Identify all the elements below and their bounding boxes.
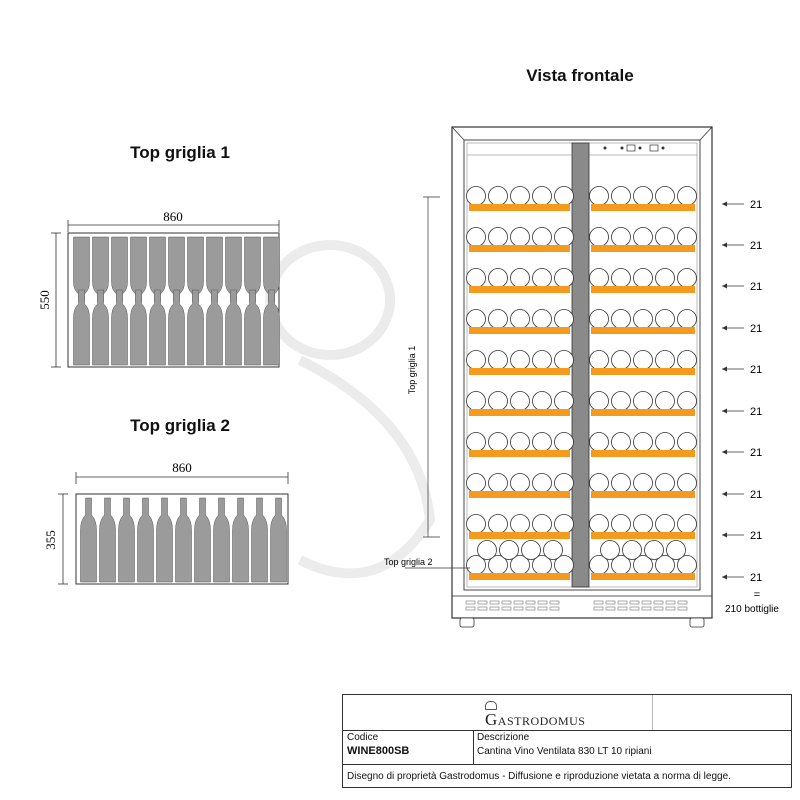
bottle-end [590, 392, 609, 411]
bottle-end [544, 541, 563, 560]
shelf-left [469, 368, 570, 375]
shelf-right [591, 286, 695, 293]
bottle-end [533, 433, 552, 452]
bottle-end [656, 351, 675, 370]
vent-slot [642, 601, 651, 604]
vent-slot [538, 607, 547, 610]
shelf-count-label: 21 [750, 572, 763, 584]
bottle-end [601, 541, 620, 560]
bottle-bottom-row [112, 290, 128, 365]
bottle-end [511, 228, 530, 247]
shelf-right [591, 491, 695, 498]
arrow-left-icon [722, 326, 727, 331]
griglia1-title: Top griglia 1 [130, 143, 230, 162]
bottle-end [533, 515, 552, 534]
bottle-end [467, 187, 486, 206]
bottle-end [612, 187, 631, 206]
bottle-bottom-row [131, 290, 147, 365]
vent-slot [502, 601, 511, 604]
bottle-end [555, 228, 574, 247]
bottle-end [612, 392, 631, 411]
vent-slot [550, 601, 559, 604]
codice-label: Codice [347, 732, 379, 743]
bottle-end [489, 474, 508, 493]
bottle-end [678, 351, 697, 370]
bottle-end [511, 515, 530, 534]
foot-right [690, 618, 704, 627]
bottle-end [590, 187, 609, 206]
bottle-end [645, 541, 664, 560]
bottle-bottom-row [150, 290, 166, 365]
bottle-end [656, 269, 675, 288]
bottle-end [467, 269, 486, 288]
bottle-bottom-row [93, 290, 109, 365]
bottle-end [555, 474, 574, 493]
bottle-end [511, 392, 530, 411]
bottle-end [522, 541, 541, 560]
g1-bottles [74, 237, 280, 365]
vent-slot [526, 607, 535, 610]
vent-slot [630, 601, 639, 604]
vent-slot [490, 601, 499, 604]
vent-slot [502, 607, 511, 610]
bottle-end [489, 351, 508, 370]
bottle [157, 498, 173, 582]
bottle-end [634, 474, 653, 493]
shelf-left [469, 204, 570, 211]
bottle-end [590, 474, 609, 493]
bottle-end [678, 515, 697, 534]
bottle-end [467, 228, 486, 247]
shelf-left [469, 491, 570, 498]
vent-slot [678, 601, 687, 604]
shelf-count-label: 21 [750, 199, 763, 211]
bottle-end [533, 187, 552, 206]
shelf-right [591, 327, 695, 334]
shelf-right [591, 532, 695, 539]
g1-depth-label: 550 [37, 290, 52, 310]
bottle-end [612, 351, 631, 370]
bottle-end [489, 433, 508, 452]
bottle-end [678, 392, 697, 411]
vent-slot [594, 601, 603, 604]
title-block [342, 694, 792, 788]
vent-slot [490, 607, 499, 610]
bottle-end [555, 433, 574, 452]
descrizione-label: Descrizione [477, 732, 530, 743]
bottle-end [489, 515, 508, 534]
bottle-bottom-row [245, 290, 261, 365]
bottle-end [678, 433, 697, 452]
bottle-end [678, 187, 697, 206]
vent-slot [630, 607, 639, 610]
shelf-left [469, 245, 570, 252]
arrow-left-icon [722, 367, 727, 372]
griglia1-height-label: Top griglia 1 [407, 345, 417, 395]
center-divider [572, 143, 589, 587]
bottle-end [467, 515, 486, 534]
bottle-end [612, 228, 631, 247]
control-panel [604, 145, 665, 151]
bottle-end [478, 541, 497, 560]
bottle-end [467, 433, 486, 452]
vent-slot [550, 607, 559, 610]
bottle-end [612, 310, 631, 329]
bottle-end [555, 351, 574, 370]
base-vents [466, 601, 687, 610]
vent-slot [526, 601, 535, 604]
bottle [100, 498, 116, 582]
shelf-counts [722, 199, 762, 584]
g1-width-label: 860 [163, 209, 183, 224]
vent-slot [466, 607, 475, 610]
bottle [195, 498, 211, 582]
griglia2-pointer-label: Top griglia 2 [384, 557, 433, 567]
shelf-count-label: 21 [750, 364, 763, 376]
vent-slot [606, 601, 615, 604]
bottle-end [667, 541, 686, 560]
arrow-left-icon [722, 533, 727, 538]
shelf-count-label: 21 [750, 489, 763, 501]
bottle-end [623, 541, 642, 560]
vent-slot [478, 607, 487, 610]
bottle-end [555, 515, 574, 534]
shelf-count-label: 21 [750, 323, 763, 335]
chef-hat-icon [485, 701, 497, 710]
shelf-left [469, 409, 570, 416]
bottle-end [634, 187, 653, 206]
shelf-right [591, 409, 695, 416]
bottle-end [634, 310, 653, 329]
footer-note: Disegno di proprietà Gastrodomus - Diffusione e riproduzione vietata a norma di legge. [347, 771, 731, 782]
shelf-count-label: 21 [750, 281, 763, 293]
g2-width-label: 860 [172, 460, 192, 475]
shelf-right [591, 245, 695, 252]
bottle-end [634, 228, 653, 247]
shelf-count-label: 21 [750, 530, 763, 542]
bottle-end [555, 269, 574, 288]
bottle-end [612, 433, 631, 452]
bottle [119, 498, 135, 582]
bottle-end [511, 310, 530, 329]
descrizione-value: Cantina Vino Ventilata 830 LT 10 ripiani [477, 746, 652, 757]
bottle-end [590, 228, 609, 247]
bottle-end [533, 228, 552, 247]
bottle-bottom-row [207, 290, 223, 365]
shelf-left [469, 532, 570, 539]
brand-logo [473, 695, 653, 731]
bottle-end [511, 433, 530, 452]
arrow-left-icon [722, 409, 727, 414]
arrow-left-icon [722, 492, 727, 497]
bottle-end [533, 351, 552, 370]
bottle-end [467, 392, 486, 411]
front-view-drawing [384, 127, 779, 627]
bottle-end [656, 187, 675, 206]
arrow-left-icon [722, 284, 727, 289]
vent-slot [678, 607, 687, 610]
bottle-end [656, 310, 675, 329]
bottle-end [489, 310, 508, 329]
bottle-end [634, 351, 653, 370]
bottle [138, 498, 154, 582]
bottle [176, 498, 192, 582]
vent-slot [606, 607, 615, 610]
shelf-right [591, 573, 695, 580]
bottle-end [500, 541, 519, 560]
bottle-end [612, 474, 631, 493]
front-view-title: Vista frontale [526, 66, 634, 85]
bottle-end [555, 310, 574, 329]
bottle-bottom-row [188, 290, 204, 365]
bottle-bottom-row [226, 290, 242, 365]
equals-sign: = [753, 589, 761, 601]
bottle-end [678, 228, 697, 247]
shelf-count-label: 21 [750, 406, 763, 418]
watermark-logo [270, 245, 430, 573]
bottle [233, 498, 249, 582]
vent-slot [618, 607, 627, 610]
bottle-end [555, 187, 574, 206]
brand-name: Gastrodomus [485, 710, 586, 729]
bottle-end [511, 269, 530, 288]
bottle-end [656, 392, 675, 411]
shelf-count-label: 21 [750, 447, 763, 459]
g2-depth-label: 355 [43, 530, 58, 550]
bottle-end [511, 474, 530, 493]
bottle-end [467, 351, 486, 370]
arrow-left-icon [722, 575, 727, 580]
bottle-end [489, 187, 508, 206]
bottle-end [678, 474, 697, 493]
bottle-end [634, 392, 653, 411]
vent-slot [642, 607, 651, 610]
bottle-end [590, 269, 609, 288]
bottle-end [489, 228, 508, 247]
bottle-end [656, 474, 675, 493]
bottle-end [590, 433, 609, 452]
vent-slot [514, 607, 523, 610]
bottle-end [634, 269, 653, 288]
bottle-end [656, 515, 675, 534]
bottle-end [511, 187, 530, 206]
shelf-right [591, 204, 695, 211]
bottle-bottom-row [74, 290, 90, 365]
bottle-end [489, 392, 508, 411]
vent-slot [618, 601, 627, 604]
bottle-end [678, 269, 697, 288]
arrow-left-icon [722, 202, 727, 207]
bottle-end [656, 228, 675, 247]
bottle-end [489, 269, 508, 288]
shelf-left [469, 286, 570, 293]
bottle-end [533, 310, 552, 329]
vent-slot [514, 601, 523, 604]
bottle-end [590, 515, 609, 534]
vent-slot [466, 601, 475, 604]
vent-slot [478, 601, 487, 604]
bottle-end [511, 351, 530, 370]
bottle-end [555, 392, 574, 411]
bottle-end [656, 433, 675, 452]
bottle [271, 498, 287, 582]
shelf-left [469, 450, 570, 457]
bottle-end [467, 310, 486, 329]
griglia2-drawing [43, 460, 288, 584]
vent-slot [666, 601, 675, 604]
arrow-left-icon [722, 450, 727, 455]
vent-slot [538, 601, 547, 604]
shelf-left [469, 573, 570, 580]
bottle-end [533, 392, 552, 411]
shelf-left [469, 327, 570, 334]
bottle-end [590, 351, 609, 370]
bottle [214, 498, 230, 582]
foot-left [460, 618, 474, 627]
bottle-end [612, 515, 631, 534]
codice-value: WINE800SB [347, 745, 410, 757]
griglia1-drawing [37, 209, 280, 367]
shelf-right [591, 368, 695, 375]
vent-slot [654, 607, 663, 610]
total-bottles: 210 bottiglie [725, 604, 779, 615]
bottle-end [634, 515, 653, 534]
bottle-end [678, 310, 697, 329]
bottle [252, 498, 268, 582]
shelf-count-label: 21 [750, 240, 763, 252]
bottle-end [533, 474, 552, 493]
shelf-right [591, 450, 695, 457]
g2-bottles [81, 498, 287, 582]
bottle-end [590, 310, 609, 329]
bottle-end [612, 269, 631, 288]
bottle [81, 498, 97, 582]
bottle-end [467, 474, 486, 493]
bottle-end [533, 269, 552, 288]
bottle-end [634, 433, 653, 452]
vent-slot [666, 607, 675, 610]
griglia2-title: Top griglia 2 [130, 416, 230, 435]
arrow-left-icon [722, 243, 727, 248]
bottle-bottom-row [169, 290, 185, 365]
vent-slot [594, 607, 603, 610]
vent-slot [654, 601, 663, 604]
